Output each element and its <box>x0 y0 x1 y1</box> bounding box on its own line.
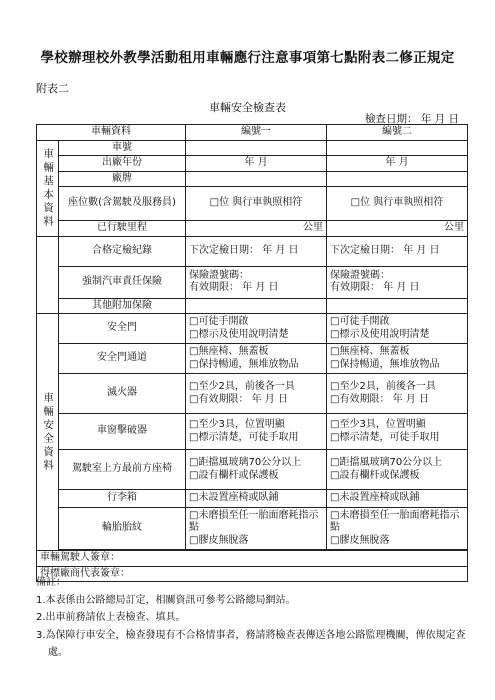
mileage-cell-1[interactable]: 公里 <box>186 221 327 237</box>
luggage-cell-2[interactable]: □ 未設置座椅或臥鋪 <box>327 490 468 508</box>
insurance-label: 強制汽車責任保險 <box>59 266 186 298</box>
header-vehicle-info: 車輛資料 <box>37 125 186 141</box>
year-label: 出廠年份 <box>59 156 186 172</box>
tire-cell-1[interactable]: □ 未磨損至任一胎面磨耗指示點 □ 膠皮無脫落 <box>186 508 327 550</box>
mileage-cell-2[interactable]: 公里 <box>327 221 468 237</box>
plate-cell-1[interactable] <box>186 140 327 156</box>
bidder-signature[interactable]: 得標廠商代表簽章： <box>37 566 468 582</box>
form-title: 車輛安全檢查表 <box>209 101 286 114</box>
aisle-cell-2[interactable]: □ 無座椅、無蓋板 □ 保持暢通，無堆放物品 <box>327 344 468 374</box>
note-item: 3.為保障行車安全，檢查發現有不合格情事者，務請將檢查表傳送各地公路監理機關，俾依規定查處。 <box>36 629 466 658</box>
exit-cell-2[interactable]: □ 可徒手開啟 □ 標示及使用說明清楚 <box>327 314 468 344</box>
seats-cell-1[interactable]: □ 位 與行車執照相符 <box>186 187 327 221</box>
other-insurance-cell-1[interactable] <box>186 298 327 314</box>
document-title: 學校辦理校外教學活動租用車輛應行注意事項第七點附表二修正規定 <box>40 50 455 66</box>
reg-cell-1[interactable]: 下次定檢日期： 年 月 日 <box>186 236 327 266</box>
front-seat-label: 駕駛室上方最前方座椅 <box>59 450 186 490</box>
checkbox-icon[interactable] <box>210 197 219 208</box>
header-no2: 編號二 <box>327 125 468 141</box>
exit-cell-1[interactable]: □ 可徒手開啟 □ 標示及使用說明清楚 <box>186 314 327 344</box>
luggage-cell-1[interactable]: □ 未設置座椅或臥鋪 <box>186 490 327 508</box>
extinguisher-cell-2[interactable]: □ 至少2具，前後各一具 □ 有效期限： 年 月 日 <box>327 374 468 414</box>
plate-cell-2[interactable] <box>327 140 468 156</box>
brand-cell-2[interactable] <box>327 171 468 187</box>
tire-label: 輪胎胎紋 <box>59 508 186 550</box>
checkbox-icon[interactable] <box>351 197 360 208</box>
mileage-label: 已行駛里程 <box>59 221 186 237</box>
tire-cell-2[interactable]: □ 未磨損至任一胎面磨耗指示點 □ 膠皮無脫落 <box>327 508 468 550</box>
inspection-date: 檢查日期： 年 月 日 <box>364 113 459 125</box>
aisle-cell-1[interactable]: □ 無座椅、無蓋板 □ 保持暢通，無堆放物品 <box>186 344 327 374</box>
reg-cell-2[interactable]: 下次定檢日期： 年 月 日 <box>327 236 468 266</box>
notes <box>36 574 466 662</box>
notes-heading: 備註： <box>36 577 66 588</box>
hammer-cell-1[interactable]: □ 至少3具，位置明顯 □ 標示清楚，可徒手取用 <box>186 414 327 450</box>
header-no1: 編號一 <box>186 125 327 141</box>
front-seat-cell-1[interactable]: □ 距擋風玻璃70公分以上 □ 設有欄杆或保護板 <box>186 450 327 490</box>
hammer-cell-2[interactable]: □ 至少3具，位置明顯 □ 標示清楚，可徒手取用 <box>327 414 468 450</box>
section-safety: 車輛安全資料 <box>37 314 59 551</box>
reg-label: 合格定檢紀錄 <box>59 236 186 266</box>
insurance-cell-2[interactable]: 保險證號碼： 有效期限： 年 月 日 <box>327 266 468 298</box>
luggage-label: 行李箱 <box>59 490 186 508</box>
year-cell-1[interactable]: 年 月 <box>186 156 327 172</box>
brand-label: 廠牌 <box>59 171 186 187</box>
plate-label: 車號 <box>59 140 186 156</box>
exit-label: 安全門 <box>59 314 186 344</box>
note-item: 2.出車前務請依上表檢查、填具。 <box>36 612 186 623</box>
appendix-label: 附表二 <box>36 82 69 95</box>
extinguisher-cell-1[interactable]: □ 至少2具，前後各一具 □ 有效期限： 年 月 日 <box>186 374 327 414</box>
front-seat-cell-2[interactable]: □ 距擋風玻璃70公分以上 □ 設有欄杆或保護板 <box>327 450 468 490</box>
seats-label: 座位數(含駕駛及服務員) <box>59 187 186 221</box>
section-basic: 車輛基本資料 <box>37 140 59 236</box>
other-insurance-cell-2[interactable] <box>327 298 468 314</box>
extinguisher-label: 滅火器 <box>59 374 186 414</box>
insurance-cell-1[interactable]: 保險證號碼： 有效期限： 年 月 日 <box>186 266 327 298</box>
hammer-label: 車窗擊破器 <box>59 414 186 450</box>
aisle-label: 安全門通道 <box>59 344 186 374</box>
other-insurance-label: 其他附加保險 <box>59 298 186 314</box>
note-item: 1.本表係由公路總局訂定，相關資訊可參考公路總局網站。 <box>36 594 296 606</box>
year-cell-2[interactable]: 年 月 <box>327 156 468 172</box>
brand-cell-1[interactable] <box>186 171 327 187</box>
vehicle-inspection-table <box>36 124 468 582</box>
driver-signature[interactable]: 車輛駕駛人簽章： <box>37 551 468 567</box>
seats-cell-2[interactable]: □ 位 與行車執照相符 <box>327 187 468 221</box>
